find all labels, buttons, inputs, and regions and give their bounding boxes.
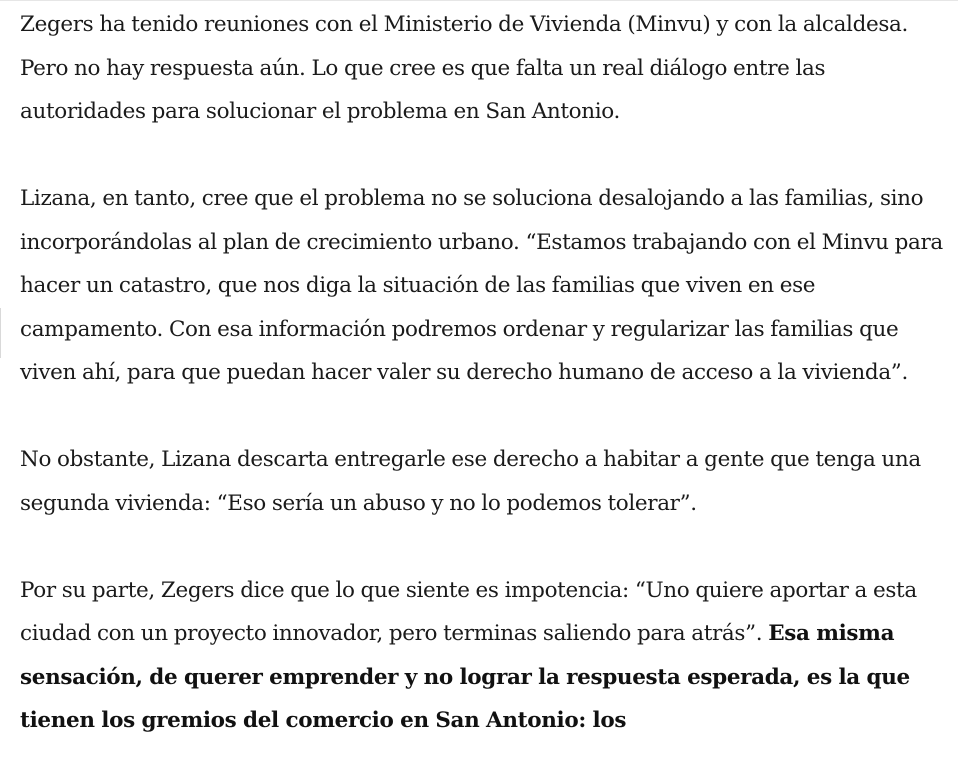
paragraph-4-bold-text: Esa misma sensación, de querer emprender y no lograr la respuesta esperada, es la que tienen los gremios del comercio en San Antonio: los (20, 621, 910, 733)
paragraph-4 (20, 569, 945, 743)
paragraph-3: No obstante, Lizana descarta entregarle ese derecho a habitar a gente que tenga una segunda vivienda: “Eso sería un abuso y no lo podemos tolerar”. (20, 447, 921, 516)
left-edge-marker (0, 308, 1, 358)
top-divider (0, 0, 958, 1)
paragraph-4-text: Por su parte, Zegers dice que lo que siente es impotencia: “Uno quiere aportar a esta ciudad con un proyecto innovador, pero terminas saliendo para atrás”. (20, 577, 917, 646)
paragraph-2: Lizana, en tanto, cree que el problema no se soluciona desalojando a las familias, sino incorporándolas al plan de crecimiento urbano. “Estamos trabajando con el Minvu para hacer un catastro, que nos diga la situación de las familias que viven en ese campamento. Con esa información podremos ordenar y regularizar las familias que viven ahí, para que puedan hacer valer su derecho humano de acceso a la vivienda”. (20, 186, 943, 385)
article-body (20, 3, 945, 743)
paragraph-1: Zegers ha tenido reuniones con el Ministerio de Vivienda (Minvu) y con la alcaldesa. Pero no hay respuesta aún. Lo que cree es que falta un real diálogo entre las autoridades para solucionar el problema en San Antonio. (20, 12, 908, 124)
